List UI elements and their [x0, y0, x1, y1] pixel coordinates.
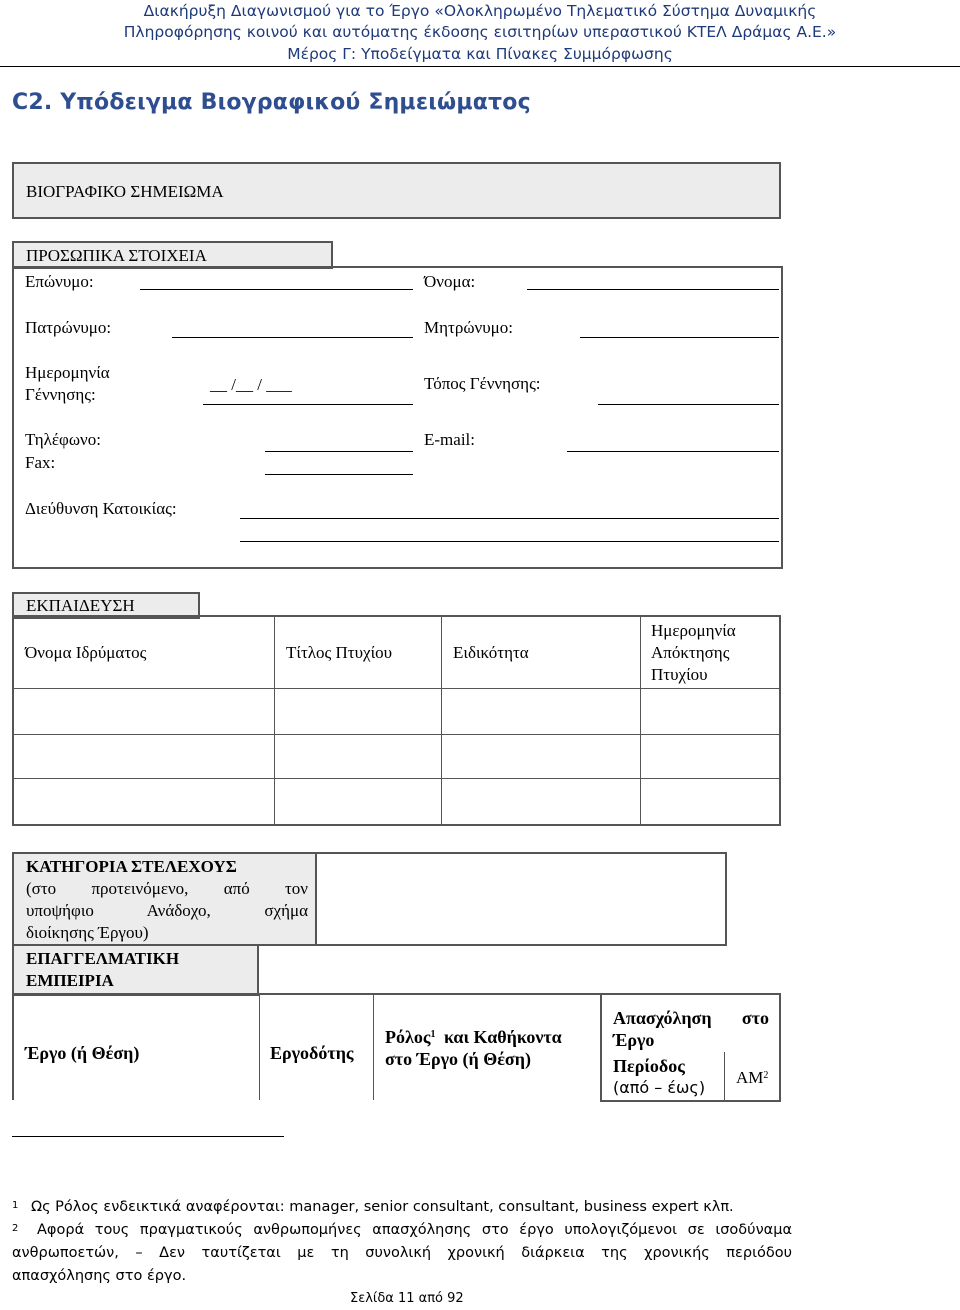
education-col-institution: Όνομα Ιδρύματος — [25, 643, 147, 662]
category-value-field[interactable] — [315, 852, 727, 946]
experience-am — [736, 1067, 768, 1089]
email-label: E-mail: — [424, 430, 475, 449]
name-label: Όνομα: — [424, 272, 476, 291]
experience-period-1: Περίοδος — [613, 1056, 685, 1076]
education-col-divider-3 — [640, 617, 641, 824]
footnote-1-number: 1 — [12, 1200, 19, 1211]
fax-field[interactable] — [265, 474, 413, 475]
footnote-2-number: 2 — [12, 1223, 19, 1234]
education-row-divider-1 — [14, 688, 779, 689]
experience-col-employment-1: Απασχόληση στο — [613, 1008, 769, 1028]
experience-period-2: (από – έως) — [613, 1078, 706, 1097]
header-rule — [0, 66, 960, 67]
role-footnote-ref: 1 — [430, 1029, 436, 1040]
experience-heading-box — [12, 944, 259, 996]
birth-place-label: Τόπος Γέννησης: — [424, 374, 541, 393]
education-col-date-1: Ημερομηνία — [651, 621, 736, 640]
surname-label: Επώνυμο: — [25, 272, 94, 291]
education-col-date-2: Απόκτησης — [651, 643, 730, 662]
category-label-box — [12, 852, 317, 946]
header-line-2: Πληροφόρησης κοινού και αυτόματης έκδοσης εισιτηρίων υπεραστικού ΚΤΕΛ Δράμας Α.Ε.» — [123, 23, 837, 41]
phone-field[interactable] — [265, 451, 413, 452]
education-col-degree: Τίτλος Πτυχίου — [286, 643, 393, 662]
education-col-date-3: Πτυχίου — [651, 665, 708, 684]
mothers-name-label: Μητρώνυμο: — [424, 318, 513, 337]
role-duties-label: και Καθήκοντα — [443, 1027, 562, 1047]
experience-col-role-2: στο Έργο (ή Θέση) — [385, 1049, 531, 1069]
education-row-divider-3 — [14, 778, 779, 779]
cv-title-box — [12, 162, 781, 219]
footnote-2-line-1 — [12, 1219, 792, 1242]
am-footnote-ref: 2 — [763, 1070, 769, 1081]
cv-title: ΒΙΟΓΡΑΦΙΚΟ ΣΗΜΕΙΩΜΑ — [26, 182, 224, 201]
category-heading: ΚΑΤΗΓΟΡΙΑ ΣΤΕΛΕΧΟΥΣ — [26, 857, 237, 876]
experience-col-employment-2: Έργο — [613, 1030, 655, 1050]
header-line-3: Μέρος Γ: Υποδείγματα και Πίνακες Συμμόρφωσης — [287, 45, 673, 63]
header-line-1: Διακήρυξη Διαγωνισμού για το Έργο «Ολοκληρωμένο Τηλεματικό Σύστημα Δυναμικής — [143, 2, 817, 20]
category-desc-2: υποψήφιο Ανάδοχο, σχήμα — [26, 901, 308, 920]
am-label: ΑΜ — [736, 1068, 764, 1087]
role-label: Ρόλος — [385, 1027, 431, 1047]
category-desc-3: διοίκησης Έργου) — [26, 923, 149, 942]
fax-label: Fax: — [25, 453, 56, 472]
footnote-2-line-3: απασχόλησης στο έργο. — [12, 1268, 187, 1284]
experience-col-role-1 — [385, 1026, 562, 1048]
experience-heading-2: ΕΜΠΕΙΡΙΑ — [26, 971, 114, 990]
experience-col-employer: Εργοδότης — [270, 1043, 354, 1063]
birth-date-label-1: Ημερομηνία — [25, 363, 110, 382]
experience-heading-1: ΕΠΑΓΓΕΛΜΑΤΙΚΗ — [26, 949, 180, 968]
fathers-name-field[interactable] — [172, 337, 413, 338]
address-field-2[interactable] — [240, 541, 779, 542]
category-desc-1: (στο προτεινόμενο, από τον — [26, 879, 308, 898]
experience-col-divider-2 — [373, 995, 374, 1100]
education-col-specialty: Ειδικότητα — [453, 643, 529, 662]
birth-place-field[interactable] — [598, 404, 779, 405]
fathers-name-label: Πατρώνυμο: — [25, 318, 112, 337]
footnote-2-text-1: Αφορά τους πραγματικούς ανθρωπομήνες απασχόλησης στο έργο υπολογιζόμενοι σε ισοδύναμα — [37, 1222, 793, 1238]
education-heading: ΕΚΠΑΙΔΕΥΣΗ — [26, 596, 135, 615]
footnote-1-text: Ως Ρόλος ενδεικτικά αναφέρονται: manager, senior consultant, consultant, business expert κλπ. — [30, 1199, 734, 1215]
footnote-2-line-2: ανθρωποετών, – Δεν ταυτίζεται με τη συνολική χρονική διάρκεια της χρονικής περιόδου — [12, 1245, 792, 1261]
section-title: C2. Υπόδειγμα Βιογραφικού Σημειώματος — [12, 90, 531, 115]
mothers-name-field[interactable] — [580, 337, 779, 338]
birth-date-field[interactable] — [203, 404, 413, 405]
experience-am-divider — [724, 1052, 725, 1100]
experience-col-divider-1 — [259, 995, 260, 1100]
footnote-1 — [12, 1196, 792, 1219]
page-number: Σελίδα 11 από 92 — [350, 1291, 464, 1306]
education-col-divider-1 — [274, 617, 275, 824]
address-field-1[interactable] — [240, 518, 779, 519]
education-col-divider-2 — [441, 617, 442, 824]
footnote-separator — [12, 1136, 284, 1137]
personal-heading-box — [12, 241, 333, 269]
name-field[interactable] — [527, 289, 779, 290]
phone-label: Τηλέφωνο: — [25, 430, 101, 449]
experience-col-project: Έργο (ή Θέση) — [25, 1043, 140, 1063]
birth-date-placeholder: __ /__ / ___ — [210, 375, 292, 394]
education-row-divider-2 — [14, 734, 779, 735]
address-label: Διεύθυνση Κατοικίας: — [25, 499, 177, 518]
surname-field[interactable] — [140, 289, 413, 290]
personal-data-box — [12, 266, 783, 569]
personal-heading: ΠΡΟΣΩΠΙΚΑ ΣΤΟΙΧΕΙΑ — [26, 246, 207, 265]
email-field[interactable] — [567, 451, 779, 452]
birth-date-label-2: Γέννησης: — [25, 385, 96, 404]
